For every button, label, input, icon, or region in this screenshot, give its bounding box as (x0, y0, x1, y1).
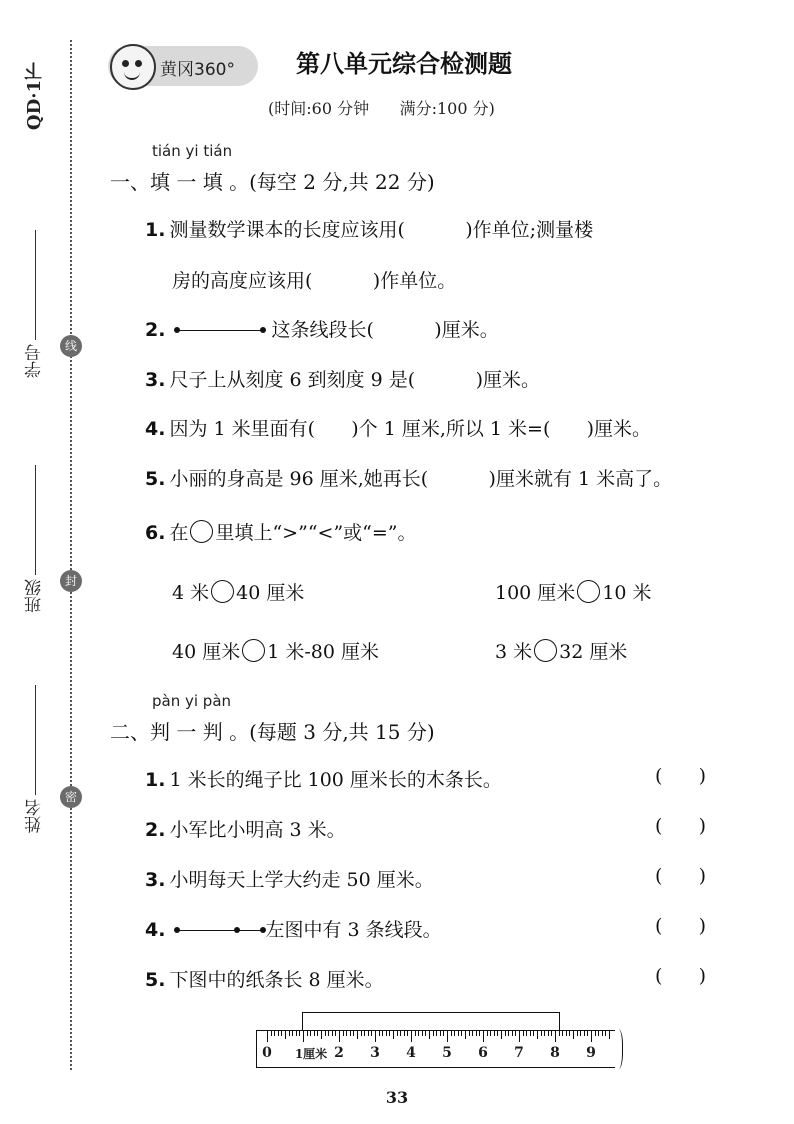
ruler-tick (487, 1031, 488, 1036)
ruler-tick (379, 1031, 380, 1036)
ruler-tick (292, 1031, 293, 1036)
ruler-tick (364, 1031, 365, 1036)
ruler-tick (303, 1031, 304, 1042)
ruler-tick (375, 1031, 376, 1042)
ruler-tick (598, 1031, 599, 1036)
fill-question-2: 2. 这条线段长( )厘米。 (145, 319, 499, 341)
ruler-tick (580, 1031, 581, 1036)
ruler-tick (533, 1031, 534, 1036)
ruler-tick (458, 1031, 459, 1036)
ruler-tick (469, 1031, 470, 1036)
judge-question-4: 4. 左图中有 3 条线段。 (145, 919, 442, 941)
ruler-tick (404, 1031, 405, 1036)
ruler-tick (551, 1031, 552, 1036)
ruler-tick (569, 1031, 570, 1036)
ruler-tick (479, 1031, 480, 1036)
ruler-tick (573, 1031, 574, 1039)
ruler-tick (321, 1031, 322, 1039)
compare-item-2: 100 厘米 10 米 (495, 582, 652, 604)
section2-heading: 二、判 一 判 。(每题 3 分,共 15 分) (110, 720, 435, 744)
ruler-tick (584, 1031, 585, 1036)
ruler-tick (587, 1031, 588, 1036)
ruler-tick (609, 1031, 610, 1039)
edition-label: QD·1下 (24, 62, 45, 131)
judge-answer-4[interactable]: ( ) (655, 915, 707, 937)
ruler-tick (483, 1031, 484, 1042)
ruler-tick (605, 1031, 606, 1036)
ruler-tick (350, 1031, 351, 1036)
ruler-tick (407, 1031, 408, 1036)
ruler-tick (559, 1031, 560, 1036)
fill-question-4: 4. 因为 1 米里面有( )个 1 厘米,所以 1 米=( )厘米。 (145, 418, 652, 440)
seal-feng: 封 (60, 570, 82, 592)
compare-item-4: 3 米 32 厘米 (495, 641, 628, 663)
ruler-tick (296, 1031, 297, 1036)
judge-answer-2[interactable]: ( ) (655, 815, 707, 837)
ruler-tick (332, 1031, 333, 1036)
compare-item-3: 40 厘米 1 米-80 厘米 (172, 641, 379, 663)
ruler-tick (335, 1031, 336, 1036)
ruler-tick (271, 1031, 272, 1036)
compare-circle-icon (190, 520, 213, 543)
ruler-tick (429, 1031, 430, 1039)
ruler-tick (436, 1031, 437, 1036)
name-label: 姓名 (25, 799, 45, 833)
ruler-tick (577, 1031, 578, 1036)
ruler-label: 6 (478, 1045, 488, 1061)
ruler-tick (537, 1031, 538, 1039)
ruler-tick (530, 1031, 531, 1036)
ruler-tick (267, 1031, 268, 1042)
compare-item-1: 4 米 40 厘米 (172, 582, 305, 604)
ruler-tick (501, 1031, 502, 1039)
ruler-label: 7 (514, 1045, 524, 1061)
ruler-label: 1厘米 (294, 1047, 328, 1061)
ruler-tick (310, 1031, 311, 1036)
ruler-tick (368, 1031, 369, 1036)
class-field[interactable] (22, 465, 47, 613)
student-id-label: 学号 (25, 344, 45, 378)
name-field[interactable] (22, 685, 47, 833)
judge-question-3: 3. 小明每天上学大约走 50 厘米。 (145, 869, 434, 891)
section1-pinyin: tián yi tián (152, 142, 233, 160)
fill-question-1-cont: 房的高度应该用( )作单位。 (172, 270, 457, 292)
ruler-tick (346, 1031, 347, 1036)
ruler-tick (397, 1031, 398, 1036)
judge-answer-1[interactable]: ( ) (655, 765, 707, 787)
seal-mi: 密 (60, 786, 82, 808)
ruler-tick (357, 1031, 358, 1039)
three-point-segment-figure (176, 926, 264, 936)
ruler-tick (353, 1031, 354, 1036)
student-id-field[interactable] (22, 230, 47, 378)
ruler-tick (515, 1031, 516, 1036)
ruler-tick (505, 1031, 506, 1036)
compare-circle-2[interactable] (577, 580, 600, 603)
ruler-tick (519, 1031, 520, 1042)
ruler-tick (544, 1031, 545, 1036)
compare-circle-3[interactable] (242, 639, 265, 662)
ruler-tick (472, 1031, 473, 1036)
ruler-figure (256, 1030, 615, 1068)
ruler-tick (562, 1031, 563, 1036)
seal-xian: 线 (60, 335, 82, 357)
ruler-tick (591, 1031, 592, 1042)
ruler-tick (447, 1031, 448, 1042)
ruler-tick (454, 1031, 455, 1036)
ruler-tick (382, 1031, 383, 1036)
ruler-tick (325, 1031, 326, 1036)
ruler-tick (418, 1031, 419, 1036)
line-segment-figure (176, 326, 264, 336)
ruler-tick (526, 1031, 527, 1036)
ruler-tick (314, 1031, 315, 1036)
compare-circle-1[interactable] (211, 580, 234, 603)
ruler-tick (299, 1031, 300, 1036)
section2-pinyin: pàn yi pàn (152, 692, 232, 710)
ruler-tick (595, 1031, 596, 1036)
ruler-tick (490, 1031, 491, 1036)
ruler-tick (411, 1031, 412, 1042)
page-title: 第八单元综合检测题 (296, 50, 512, 78)
ruler-broken-edge (612, 1029, 623, 1069)
ruler-tick (508, 1031, 509, 1036)
ruler-tick (476, 1031, 477, 1036)
ruler-label: 9 (586, 1045, 596, 1061)
ruler-tick (548, 1031, 549, 1036)
judge-question-5: 5. 下图中的纸条长 8 厘米。 (145, 969, 384, 991)
ruler-tick (317, 1031, 318, 1036)
binding-dotted-line (70, 40, 72, 1070)
class-label: 班级 (25, 579, 45, 613)
fill-question-1: 1. 测量数学课本的长度应该用( )作单位;测量楼 (145, 219, 594, 241)
ruler-tick (443, 1031, 444, 1036)
ruler-label: 2 (334, 1045, 344, 1061)
ruler-tick (497, 1031, 498, 1036)
ruler-tick (451, 1031, 452, 1036)
ruler-tick (278, 1031, 279, 1036)
compare-circle-4[interactable] (534, 639, 557, 662)
fill-question-3: 3. 尺子上从刻度 6 到刻度 9 是( )厘米。 (145, 369, 541, 391)
ruler-tick (555, 1031, 556, 1042)
ruler-tick (386, 1031, 387, 1036)
ruler-label: 4 (406, 1045, 416, 1061)
ruler-tick (361, 1031, 362, 1036)
ruler-tick (465, 1031, 466, 1039)
judge-answer-5[interactable]: ( ) (655, 965, 707, 987)
fill-question-5: 5. 小丽的身高是 96 厘米,她再长( )厘米就有 1 米高了。 (145, 468, 673, 490)
mascot-icon (110, 44, 156, 90)
ruler-tick (393, 1031, 394, 1039)
ruler-tick (415, 1031, 416, 1036)
judge-question-2: 2. 小军比小明高 3 米。 (145, 819, 346, 841)
ruler-label: 5 (442, 1045, 452, 1061)
ruler-tick (400, 1031, 401, 1036)
paper-strip (302, 1012, 560, 1031)
page-number: 33 (385, 1088, 409, 1107)
ruler-tick (523, 1031, 524, 1036)
ruler-tick (433, 1031, 434, 1036)
ruler-tick (343, 1031, 344, 1036)
ruler-tick (285, 1031, 286, 1039)
ruler-tick (440, 1031, 441, 1036)
ruler-tick (389, 1031, 390, 1036)
logo-text: 黄冈360° (160, 60, 235, 80)
ruler-label: 8 (550, 1045, 560, 1061)
judge-question-1: 1. 1 米长的绳子比 100 厘米长的木条长。 (145, 769, 502, 791)
ruler-tick (541, 1031, 542, 1036)
section1-heading: 一、填 一 填 。(每空 2 分,共 22 分) (110, 170, 435, 194)
ruler-tick (602, 1031, 603, 1036)
ruler-tick (281, 1031, 282, 1036)
ruler-tick (422, 1031, 423, 1036)
ruler-tick (566, 1031, 567, 1036)
fill-question-6: 6. 在 里填上“>”“<”或“=”。 (145, 522, 417, 544)
ruler-label: 3 (370, 1045, 380, 1061)
exam-info: (时间:60 分钟 满分:100 分) (268, 99, 495, 118)
ruler-tick (494, 1031, 495, 1036)
ruler-tick (274, 1031, 275, 1036)
ruler-tick (461, 1031, 462, 1036)
ruler-tick (425, 1031, 426, 1036)
ruler-tick (307, 1031, 308, 1036)
ruler-label: 0 (262, 1045, 272, 1061)
ruler-tick (289, 1031, 290, 1036)
ruler-tick (328, 1031, 329, 1036)
ruler-tick (339, 1031, 340, 1042)
ruler-tick (371, 1031, 372, 1036)
judge-answer-3[interactable]: ( ) (655, 865, 707, 887)
ruler-tick (512, 1031, 513, 1036)
